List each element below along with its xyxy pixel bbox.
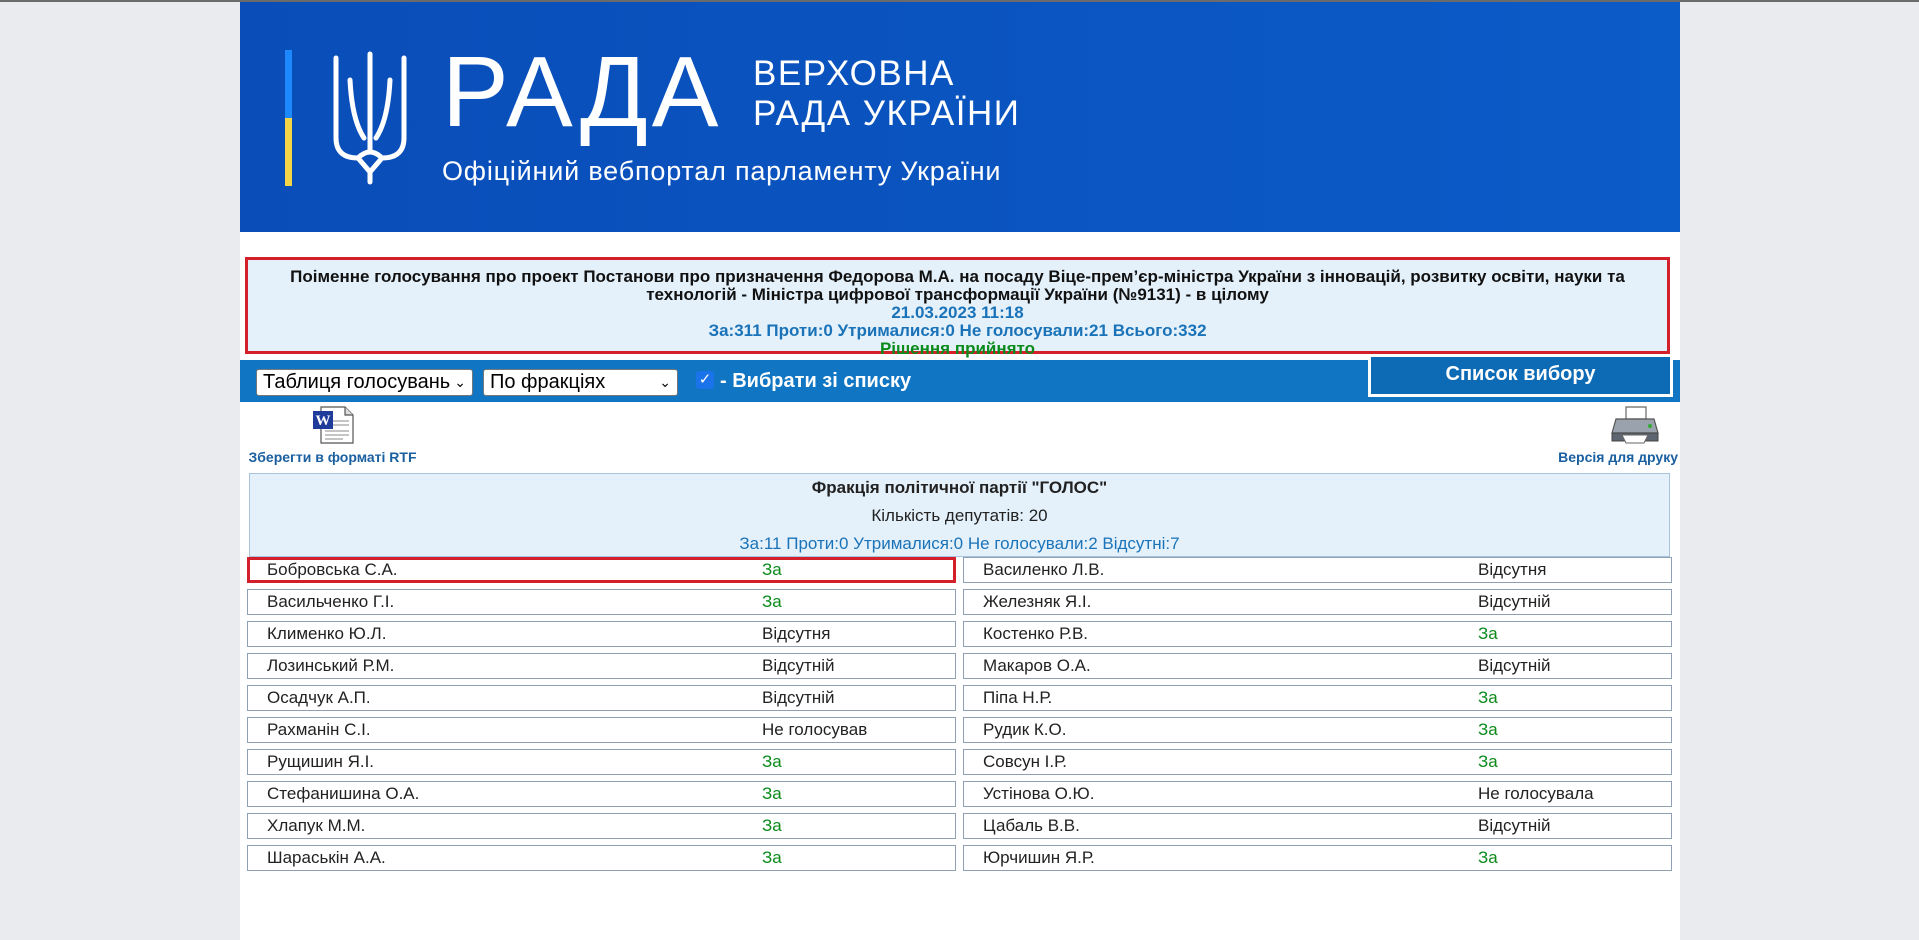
deputy-row: [963, 557, 1672, 583]
deputy-row: [247, 813, 956, 839]
save-rtf-link[interactable]: [240, 405, 425, 465]
deputy-row: [247, 717, 956, 743]
faction-deputy-count: Кількість депутатів: 20: [871, 506, 1048, 525]
deputy-row: [247, 685, 956, 711]
deputy-row: [963, 749, 1672, 775]
deputy-name: Рущишин Я.І.: [267, 752, 375, 771]
deputy-name: Осадчук А.П.: [267, 688, 371, 707]
deputy-vote: Відсутній: [1478, 592, 1551, 611]
deputy-name: Васильченко Г.І.: [267, 592, 395, 611]
deputy-row: [963, 717, 1672, 743]
trident-icon: [328, 50, 412, 186]
deputy-name: Василенко Л.В.: [983, 560, 1105, 579]
faction-name: Фракція політичної партії "ГОЛОС": [811, 478, 1108, 497]
group-select-value: По фракціях: [490, 371, 606, 393]
flag-bar: [285, 50, 292, 186]
deputy-name: Хлапук М.М.: [267, 816, 366, 835]
deputy-row: [247, 653, 956, 679]
brand-tagline: Офіційний вебпортал парламенту України: [442, 156, 1002, 186]
vote-summary: [245, 257, 1670, 358]
deputy-name: Лозинський Р.М.: [267, 656, 395, 675]
deputy-name: Бобровська С.А.: [267, 560, 398, 579]
deputy-name: Железняк Я.І.: [983, 592, 1092, 611]
deputy-row: [247, 621, 956, 647]
svg-text:W: W: [315, 413, 330, 429]
chevron-down-icon: ⌄: [659, 374, 671, 390]
deputy-row: [247, 589, 956, 615]
deputy-vote: За: [1478, 752, 1498, 771]
deputy-vote: За: [762, 752, 782, 771]
view-select-value: Таблиця голосувань: [263, 371, 451, 393]
print-version-label: Версія для друку: [1558, 449, 1678, 465]
select-from-list-label[interactable]: - Вибрати зі списку: [720, 370, 912, 392]
deputy-vote: Не голосував: [762, 720, 868, 739]
deputy-row: [247, 781, 956, 807]
deputy-vote: За: [1478, 688, 1498, 707]
save-rtf-label: Зберегти в форматі RTF: [248, 449, 417, 465]
deputy-row: [963, 653, 1672, 679]
brand-word: РАДА: [442, 36, 723, 148]
brand-subtitle: [753, 54, 1020, 134]
deputy-name: Цабаль В.В.: [983, 816, 1080, 835]
deputy-name: Рахманін С.І.: [267, 720, 371, 739]
deputy-row: [247, 845, 956, 871]
deputy-row: [963, 813, 1672, 839]
chevron-down-icon: ⌄: [454, 374, 466, 390]
selection-list-button[interactable]: Список вибору: [1368, 357, 1673, 397]
deputy-vote: Відсутній: [1478, 816, 1551, 835]
view-select[interactable]: [256, 369, 473, 396]
deputy-vote: За: [762, 784, 782, 803]
deputy-vote: Відсутній: [1478, 656, 1551, 675]
page: [240, 2, 1680, 940]
deputy-row: [963, 589, 1672, 615]
deputy-vote: Не голосувала: [1478, 784, 1594, 803]
toolbar: [240, 360, 1680, 402]
deputy-vote: За: [762, 560, 782, 579]
printer-icon: [1610, 405, 1660, 445]
vote-title: Поіменне голосування про проект Постанови про призначення Федорова М.А. на посаду Віце-прем’єр-міністра України з інновацій, розвитку освіти, науки та технологій - Міністра цифрової трансформації України (№9131) - в цілому: [290, 267, 1625, 304]
print-version-link[interactable]: [1528, 405, 1678, 465]
header-banner[interactable]: [240, 2, 1680, 232]
deputy-row: [963, 845, 1672, 871]
deputy-name: Юрчишин Я.Р.: [983, 848, 1095, 867]
deputy-name: Стефанишина О.А.: [267, 784, 420, 803]
deputy-row: [963, 685, 1672, 711]
deputy-vote: Відсутній: [762, 656, 835, 675]
deputy-name: Піпа Н.Р.: [983, 688, 1053, 707]
deputy-name: Костенко Р.В.: [983, 624, 1089, 643]
deputy-vote: За: [1478, 848, 1498, 867]
deputy-row: [247, 557, 956, 583]
group-select[interactable]: [483, 369, 678, 396]
select-from-list-checkbox[interactable]: ✓: [696, 371, 714, 389]
deputy-name: Рудик К.О.: [983, 720, 1067, 739]
deputy-name: Устінова О.Ю.: [983, 784, 1095, 803]
deputy-name: Совсун І.Р.: [983, 752, 1067, 771]
faction-stats: За:11 Проти:0 Утрималися:0 Не голосували:2 Відсутні:7: [739, 534, 1180, 553]
deputy-vote: За: [1478, 624, 1498, 643]
faction-panel: [249, 473, 1670, 557]
deputy-vote: За: [762, 848, 782, 867]
deputy-name: Макаров О.А.: [983, 656, 1091, 675]
word-document-icon: [311, 405, 355, 445]
vote-decision: Рішення прийнято: [879, 339, 1036, 358]
deputy-vote: Відсутній: [762, 688, 835, 707]
brand-subtitle-line2: РАДА УКРАЇНИ: [753, 94, 1021, 133]
deputy-vote: За: [1478, 720, 1498, 739]
deputy-vote: Відсутня: [762, 624, 831, 643]
deputy-vote: За: [762, 592, 782, 611]
vote-datetime: 21.03.2023 11:18: [891, 303, 1024, 322]
deputy-name: Клименко Ю.Л.: [267, 624, 387, 643]
deputy-row: [963, 621, 1672, 647]
deputy-row: [247, 749, 956, 775]
deputy-vote: Відсутня: [1478, 560, 1547, 579]
deputy-vote: За: [762, 816, 782, 835]
deputy-name: Шараськін А.А.: [267, 848, 386, 867]
brand-subtitle-line1: ВЕРХОВНА: [753, 54, 955, 93]
deputy-row: [963, 781, 1672, 807]
vote-result: За:311 Проти:0 Утрималися:0 Не голосували:21 Всього:332: [708, 321, 1207, 340]
